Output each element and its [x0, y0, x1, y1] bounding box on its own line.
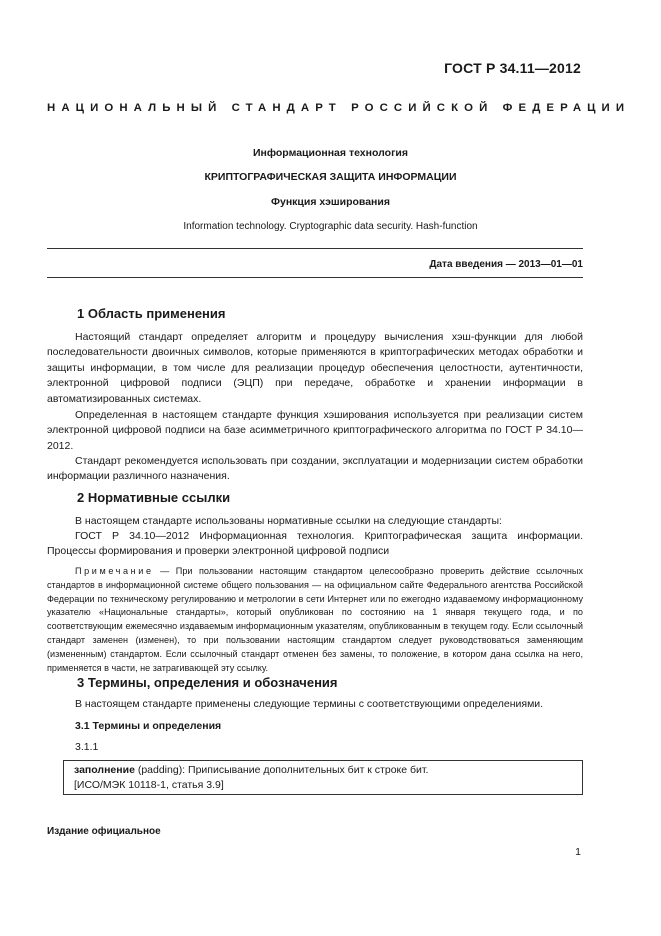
- title-line-1: Информационная технология: [252, 147, 409, 159]
- section-1-paragraph-3: Стандарт рекомендуется использовать при создании, эксплуатации и модернизации систем обработки информации различного назначения.: [47, 455, 583, 483]
- divider-bottom: [47, 277, 583, 278]
- title-line-3: Функция хэширования: [271, 196, 390, 208]
- section-2-paragraph-2: ГОСТ Р 34.10—2012 Информационная технология. Криптографическая защита информации. Процессы формирования и проверки электронной цифровой подписи: [47, 530, 583, 558]
- document-number: ГОСТ Р 34.11—2012: [444, 60, 581, 76]
- term-definition-box: [63, 760, 583, 795]
- term-source: [ИСО/МЭК 10118-1, статья 3.9]: [74, 779, 224, 791]
- section-1-paragraph-2: Определенная в настоящем стандарте функция хэширования используется при реализации систем электронной цифровой подписи на базе асимметричного криптографического алгоритма по ГОСТ Р 34.10—2012.: [47, 409, 583, 452]
- page-number: 1: [575, 846, 581, 858]
- section-1-paragraph-1: Настоящий стандарт определяет алгоритм и процедуру вычисления хэш-функции для любой последовательности двоичных символов, которые применяются в криптографических методах обработки и защиты информации, в том числе для реализации процедур обеспечения целостности, аутентичности, электронной цифровой подписи (ЭЦП) при передаче, обработке и хранении информации в автоматизированных системах.: [47, 331, 583, 405]
- term-definition: (padding): Приписывание дополнительных бит к строке бит.: [134, 764, 429, 776]
- section-2-heading: 2 Нормативные ссылки: [77, 490, 231, 505]
- section-3-heading: 3 Термины, определения и обозначения: [77, 675, 338, 690]
- subsection-3-1-heading: 3.1 Термины и определения: [75, 720, 222, 732]
- item-number: 3.1.1: [75, 741, 99, 753]
- introduction-date: Дата введения — 2013—01—01: [429, 259, 583, 270]
- section-2-paragraph-1: В настоящем стандарте использованы нормативные ссылки на следующие стандарты:: [75, 515, 502, 527]
- title-english: Information technology. Cryptographic data security. Hash-function: [183, 221, 478, 232]
- title-line-2: КРИПТОГРАФИЧЕСКАЯ ЗАЩИТА ИНФОРМАЦИИ: [204, 171, 457, 183]
- section-3-paragraph-1: В настоящем стандарте применены следующие термины с соответствующими определениями.: [75, 698, 544, 710]
- note-text: — При пользовании настоящим стандартом целесообразно проверить действие ссылочных стандартов в информационной системе общего пользования — на официальном сайте Федерального агентства Российской Федерации по техническому регулированию и метрологии в сети Интернет или по ежегодно издаваемому информационному указателю «Национальные стандарты», который опубликован по состоянию на 1 января текущего года, и по соответствующим ежемесячно издаваемым информационным указателям, опубликованным в текущем году. Если ссылочный стандарт заменен (изменен), то при пользовании настоящим стандартом следует руководствоваться заменяющим (измененным) стандартом. Если ссылочный стандарт отменен без замены, то положение, в котором дана ссылка на него, применяется в части, не затрагивающей эту ссылку.: [47, 566, 583, 673]
- section-2-note: [47, 565, 583, 675]
- section-1-heading: 1 Область применения: [77, 306, 226, 321]
- term-definition-line: [74, 763, 572, 778]
- term: заполнение: [74, 764, 135, 776]
- official-edition: Издание официальное: [47, 826, 161, 837]
- divider-top: [47, 248, 583, 249]
- national-standard-banner: НАЦИОНАЛЬНЫЙ СТАНДАРТ РОССИЙСКОЙ ФЕДЕРАЦИИ: [47, 102, 631, 114]
- note-label: Примечание: [75, 566, 154, 576]
